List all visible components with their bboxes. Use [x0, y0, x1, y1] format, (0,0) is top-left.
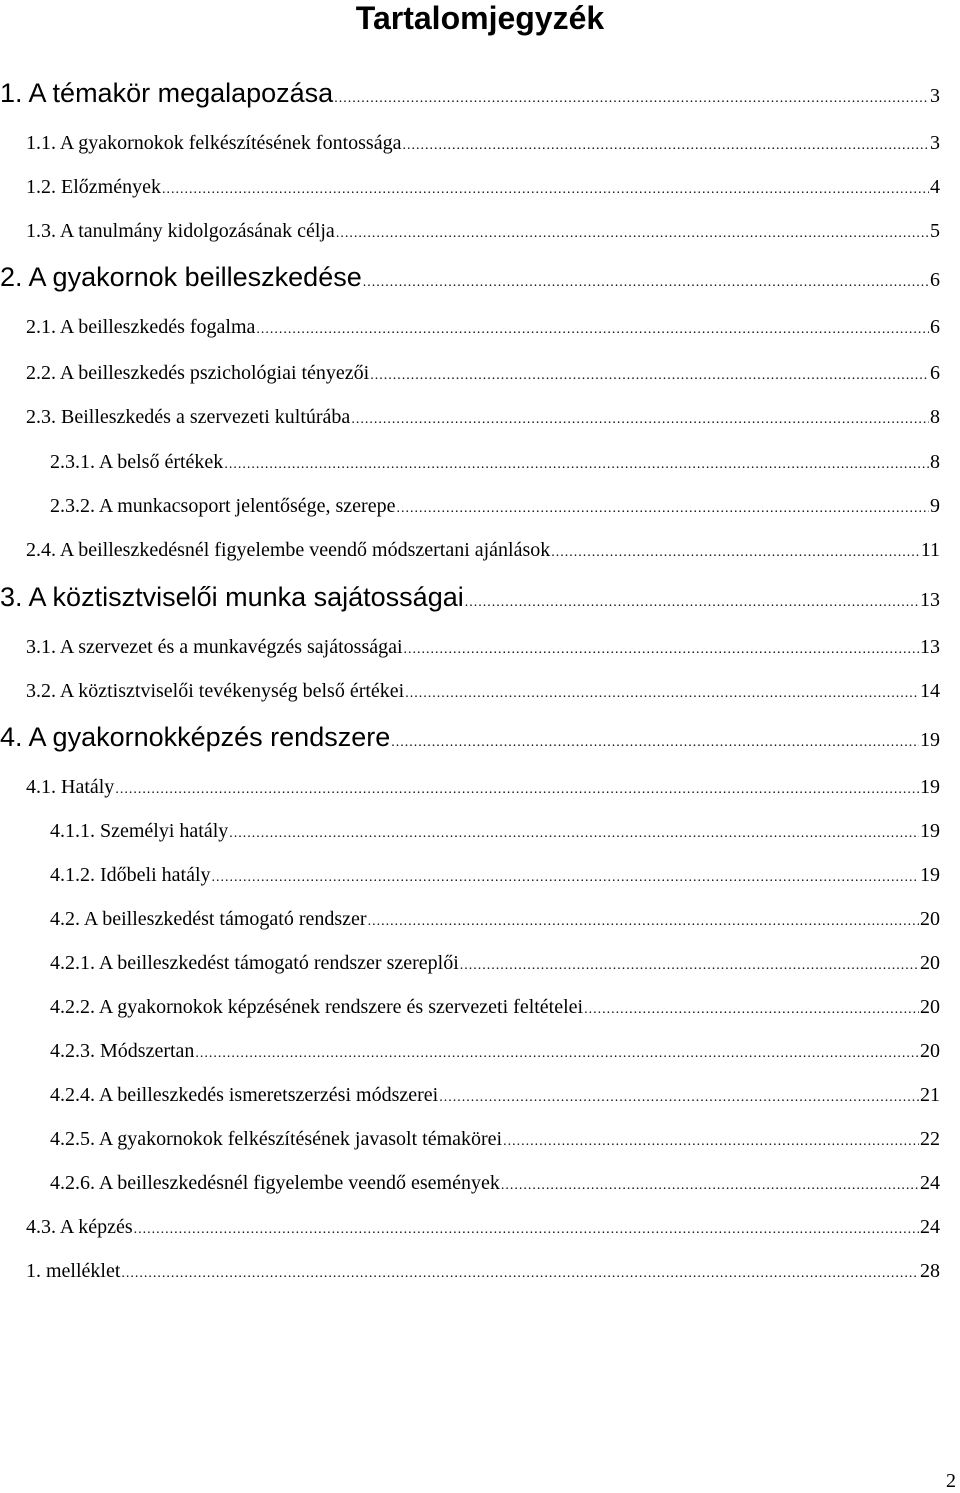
toc-entry-page: 19: [920, 729, 940, 751]
toc-entry-page: 21: [920, 1084, 940, 1106]
toc-entry-page: 13: [920, 636, 940, 658]
page-title: Tartalomjegyzék: [355, 0, 605, 36]
toc-entry-label: 1. melléklet: [26, 1260, 121, 1282]
toc-entry-label: 4.1.2. Időbeli hatály: [50, 864, 211, 886]
leader-dots: [402, 138, 929, 154]
toc-entry-page: 3: [930, 85, 940, 107]
toc-entry[interactable]: [50, 952, 940, 975]
leader-dots: [391, 735, 919, 751]
leader-dots: [195, 1046, 919, 1062]
toc-entry[interactable]: [50, 1128, 940, 1151]
toc-entry-label: 3.1. A szervezet és a munkavégzés sajátosságai: [26, 636, 403, 658]
toc-entry[interactable]: [0, 262, 940, 293]
toc-entry-page: 28: [920, 1260, 940, 1282]
leader-dots: [460, 958, 919, 974]
toc-entry-label: 4.3. A képzés: [26, 1216, 133, 1238]
toc-entry-label: 1.2. Előzmények: [26, 176, 161, 198]
toc-entry-page: 13: [920, 589, 940, 611]
toc-entry[interactable]: [26, 176, 940, 199]
toc-entry-page: 20: [920, 1040, 940, 1062]
toc-entry-page: 3: [930, 132, 940, 154]
leader-dots: [404, 642, 919, 658]
toc-entry[interactable]: [26, 680, 940, 703]
leader-dots: [224, 457, 929, 473]
toc-entry-label: 4.2. A beilleszkedést támogató rendszer: [50, 908, 367, 930]
toc-entry-page: 11: [920, 539, 940, 561]
toc-entry[interactable]: [0, 78, 940, 109]
toc-entry-page: 4: [930, 176, 940, 198]
toc-entry-page: 6: [930, 269, 940, 291]
toc-entry-label: 4.2.4. A beilleszkedés ismeretszerzési módszerei: [50, 1084, 439, 1106]
toc-entry-page: 22: [920, 1128, 940, 1150]
toc-entry-label: 1. A témakör megalapozása: [0, 78, 334, 108]
leader-dots: [256, 322, 929, 338]
toc-entry-page: 8: [930, 406, 940, 428]
leader-dots: [405, 686, 919, 702]
toc-entry-label: 2.1. A beilleszkedés fogalma: [26, 316, 256, 338]
leader-dots: [501, 1178, 919, 1194]
leader-dots: [229, 826, 919, 842]
leader-dots: [368, 914, 919, 930]
leader-dots: [121, 1266, 919, 1282]
toc-entry[interactable]: [50, 1172, 940, 1195]
leader-dots: [503, 1134, 919, 1150]
toc-entry-label: 4.2.3. Módszertan: [50, 1040, 195, 1062]
toc-entry[interactable]: [26, 636, 940, 659]
toc-entry[interactable]: [26, 132, 940, 155]
toc-entry-page: 19: [920, 864, 940, 886]
leader-dots: [370, 368, 929, 384]
toc-entry[interactable]: [26, 220, 940, 243]
toc-entry-label: 4. A gyakornokképzés rendszere: [0, 722, 391, 752]
toc-entry[interactable]: [50, 1084, 940, 1107]
toc-entry-label: 2.2. A beilleszkedés pszichológiai tényezői: [26, 362, 370, 384]
toc-entry-label: 1.3. A tanulmány kidolgozásának célja: [26, 220, 335, 242]
leader-dots: [439, 1090, 919, 1106]
toc-entry-label: 3. A köztisztviselői munka sajátosságai: [0, 582, 464, 612]
page-number: 2: [946, 1470, 956, 1492]
leader-dots: [334, 91, 929, 107]
toc-entry-page: 8: [930, 451, 940, 473]
leader-dots: [584, 1002, 919, 1018]
toc-entry-page: 20: [920, 908, 940, 930]
leader-dots: [162, 182, 929, 198]
toc-entry-page: 24: [920, 1216, 940, 1238]
toc-entry-label: 1.1. A gyakornokok felkészítésének fontossága: [26, 132, 402, 154]
toc-entry[interactable]: [50, 864, 940, 887]
toc-entry[interactable]: [50, 908, 940, 931]
toc-entry[interactable]: [26, 539, 940, 562]
toc-entry-label: 2.3.2. A munkacsoport jelentősége, szerepe: [50, 495, 396, 517]
toc-entry[interactable]: [0, 722, 940, 753]
toc-entry-page: 6: [930, 362, 940, 384]
toc-entry[interactable]: [50, 495, 940, 518]
toc-entry-label: 2.4. A beilleszkedésnél figyelembe veendő módszertani ajánlások: [26, 539, 551, 561]
toc-entry-page: 9: [930, 495, 940, 517]
toc-entry-label: 4.2.2. A gyakornokok képzésének rendszere és szervezeti feltételei: [50, 996, 584, 1018]
leader-dots: [551, 545, 919, 561]
toc-entry[interactable]: [50, 451, 940, 474]
toc-entry[interactable]: [50, 996, 940, 1019]
toc-entry-label: 3.2. A köztisztviselői tevékenység belső értékei: [26, 680, 405, 702]
leader-dots: [351, 412, 929, 428]
toc-entry-page: 20: [920, 952, 940, 974]
toc-entry[interactable]: [50, 820, 940, 843]
leader-dots: [396, 501, 929, 517]
toc-entry-page: 24: [920, 1172, 940, 1194]
toc-entry[interactable]: [26, 776, 940, 799]
toc-entry-page: 5: [930, 220, 940, 242]
toc-entry-page: 14: [920, 680, 940, 702]
toc-entry-label: 4.1. Hatály: [26, 776, 115, 798]
toc-entry-page: 6: [930, 316, 940, 338]
toc-entry-label: 4.2.5. A gyakornokok felkészítésének javasolt témakörei: [50, 1128, 503, 1150]
toc-entry-page: 19: [920, 776, 940, 798]
toc-entry[interactable]: [26, 406, 940, 429]
toc-entry-label: 4.2.6. A beilleszkedésnél figyelembe veendő események: [50, 1172, 500, 1194]
toc-entry-page: 19: [920, 820, 940, 842]
toc-entry-label: 4.1.1. Személyi hatály: [50, 820, 229, 842]
toc-entry[interactable]: [26, 1216, 940, 1239]
leader-dots: [212, 870, 919, 886]
toc-entry-label: 2.3.1. A belső értékek: [50, 451, 224, 473]
leader-dots: [336, 226, 929, 242]
leader-dots: [115, 782, 919, 798]
toc-entry-label: 4.2.1. A beilleszkedést támogató rendszer szereplői: [50, 952, 459, 974]
toc-entry[interactable]: [50, 1040, 940, 1063]
toc-entry[interactable]: [26, 1260, 940, 1283]
leader-dots: [465, 595, 919, 611]
leader-dots: [363, 275, 929, 291]
toc-entry[interactable]: [26, 316, 940, 339]
toc-entry[interactable]: [26, 362, 940, 385]
toc-entry-label: 2.3. Beilleszkedés a szervezeti kultúrába: [26, 406, 351, 428]
toc-entry[interactable]: [0, 582, 940, 613]
toc-entry-page: 20: [920, 996, 940, 1018]
toc-entry-label: 2. A gyakornok beilleszkedése: [0, 262, 362, 292]
leader-dots: [134, 1222, 919, 1238]
